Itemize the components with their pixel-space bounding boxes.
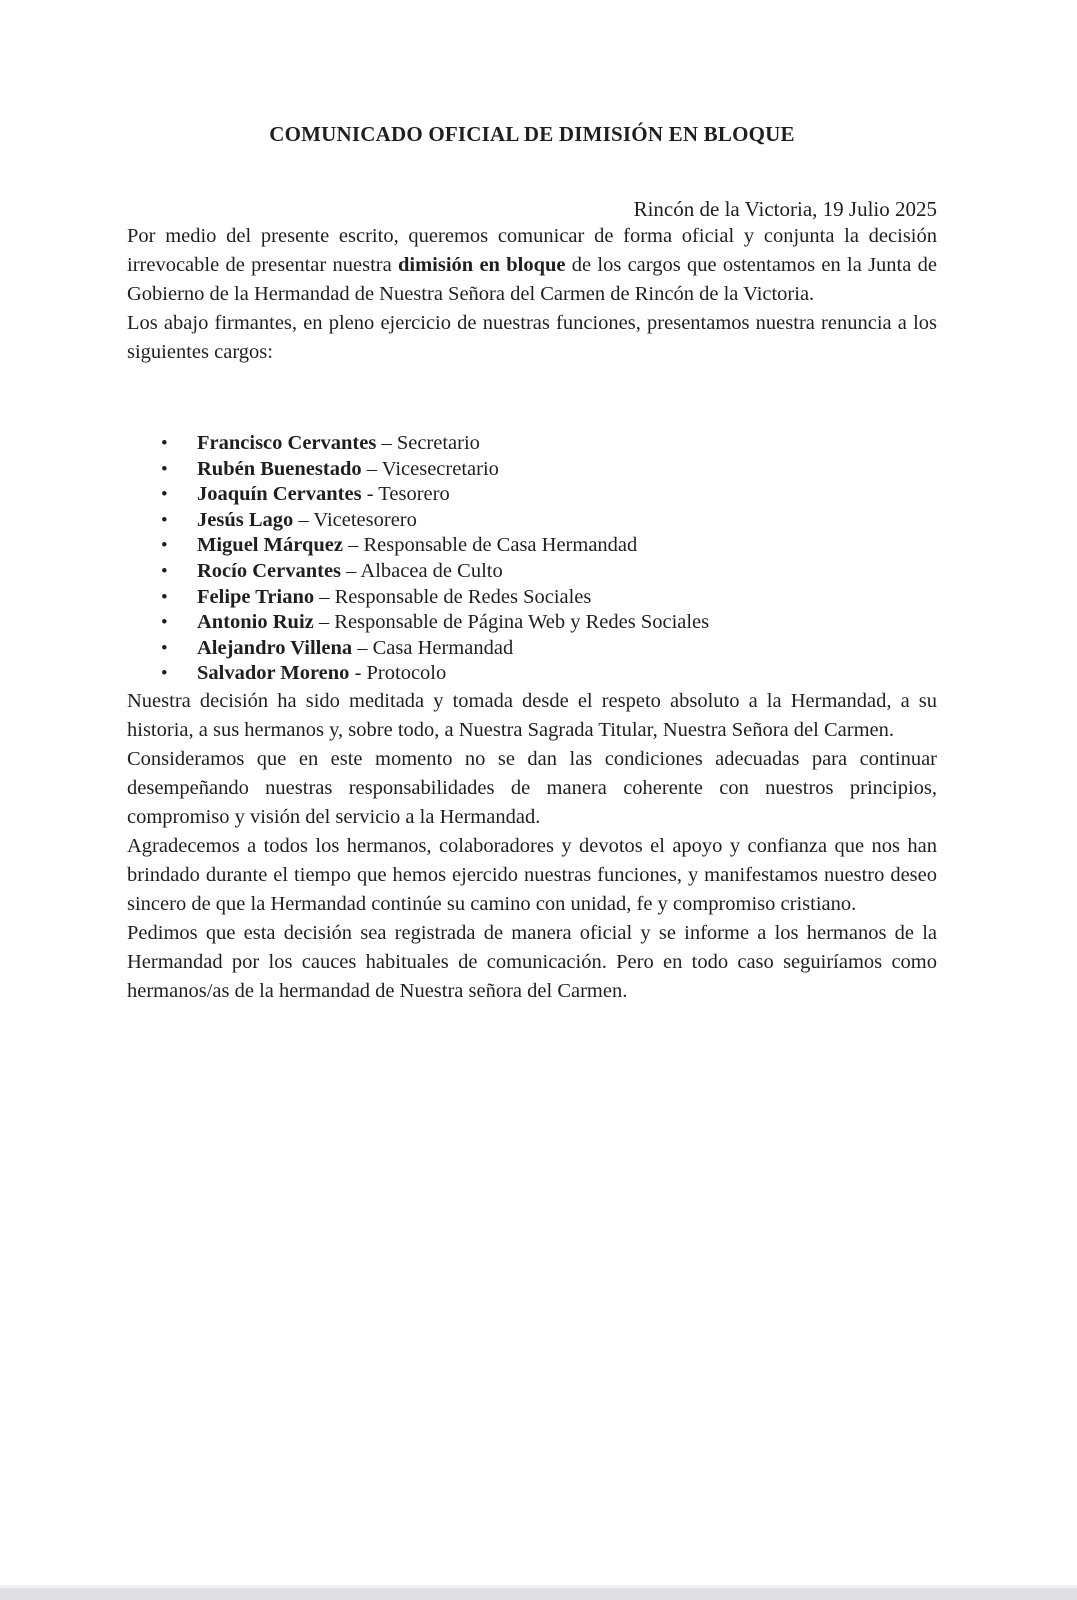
paragraph-list-lead: Los abajo firmantes, en pleno ejercicio de nuestras funciones, presentamos nuestra renuncia a los siguientes cargos: xyxy=(127,312,937,363)
signatory-name: Salvador Moreno xyxy=(197,662,350,685)
signatory-item xyxy=(197,431,937,457)
document-body xyxy=(0,122,1077,1006)
paragraph-intro xyxy=(127,222,937,309)
paragraph-request: Pedimos que esta decisión sea registrada de manera oficial y se informe a los hermanos de la Hermandad por los cauces habituales de comunicación. Pero en todo caso seguiríamos como hermanos/as de la hermandad de Nuestra señora del Carmen. xyxy=(127,921,937,1002)
signatory-name: Antonio Ruiz xyxy=(197,611,314,634)
signatory-role: – Vicetesorero xyxy=(293,508,417,531)
signatories-list xyxy=(127,431,937,687)
signatory-item xyxy=(197,482,937,508)
paragraph-intro-text-after: de los cargos que ostentamos en la Junta de Gobierno de la Hermandad de Nuestra Señora del Carmen de Rincón de la Victoria. xyxy=(127,254,937,305)
signatory-name: Rubén Buenestado xyxy=(197,457,362,480)
signatory-name: Miguel Márquez xyxy=(197,534,343,557)
signatory-role: – Responsable de Página Web y Redes Sociales xyxy=(313,611,710,634)
signatory-role: - Tesorero xyxy=(361,483,450,506)
signatory-name: Felipe Triano xyxy=(197,585,315,608)
paragraph-decision: Nuestra decisión ha sido meditada y tomada desde el respeto absoluto a la Hermandad, a su historia, a sus hermanos y, sobre todo, a Nuestra Sagrada Titular, Nuestra Señora del Carmen. xyxy=(127,689,937,741)
signatory-name: Jesús Lago xyxy=(197,508,294,531)
signatory-item xyxy=(197,508,937,534)
signatory-name: Francisco Cervantes xyxy=(197,432,377,454)
signatory-name: Alejandro Villena xyxy=(197,636,353,659)
signatory-item xyxy=(197,636,937,662)
paragraph-conditions: Consideramos que en este momento no se dan las condiciones adecuadas para continuar desempeñando nuestras responsabilidades de manera coherente con nuestros principios, compromiso y visión del servicio a la Hermandad. xyxy=(127,747,937,828)
dateline: Rincón de la Victoria, 19 Julio 2025 xyxy=(633,197,937,221)
paragraph-intro-bold-phrase: dimisión en bloque xyxy=(397,254,566,276)
signatory-role: – Casa Hermandad xyxy=(352,636,514,659)
document-title: COMUNICADO OFICIAL DE DIMISIÓN EN BLOQUE xyxy=(269,122,795,146)
signatory-item xyxy=(197,610,937,636)
signatory-role: – Responsable de Casa Hermandad xyxy=(342,534,638,557)
signatory-item xyxy=(197,559,937,585)
signatory-role: - Protocolo xyxy=(349,662,447,685)
signatory-name: Joaquín Cervantes xyxy=(197,483,362,506)
signatory-item xyxy=(197,533,937,559)
signatory-role: – Vicesecretario xyxy=(361,457,499,480)
signatory-role: – Secretario xyxy=(376,432,480,454)
signatory-role: – Responsable de Redes Sociales xyxy=(314,585,592,608)
viewer-bottom-bar xyxy=(0,1585,1077,1600)
signatory-name: Rocío Cervantes xyxy=(197,559,342,582)
paragraph-intro-text-before: Por medio del presente escrito, queremos comunicar de forma oficial y conjunta la decisión irrevocable de presentar nuestra xyxy=(127,225,937,276)
signatory-item xyxy=(197,661,937,687)
signatory-role: – Albacea de Culto xyxy=(341,559,503,582)
signatory-item xyxy=(197,457,937,483)
paragraph-thanks: Agradecemos a todos los hermanos, colaboradores y devotos el apoyo y confianza que nos han brindado durante el tiempo que hemos ejercido nuestras funciones, y manifestamos nuestro deseo sincero de que la Hermandad continúe su camino con unidad, fe y compromiso cristiano. xyxy=(127,834,937,915)
signatory-item xyxy=(197,585,937,611)
